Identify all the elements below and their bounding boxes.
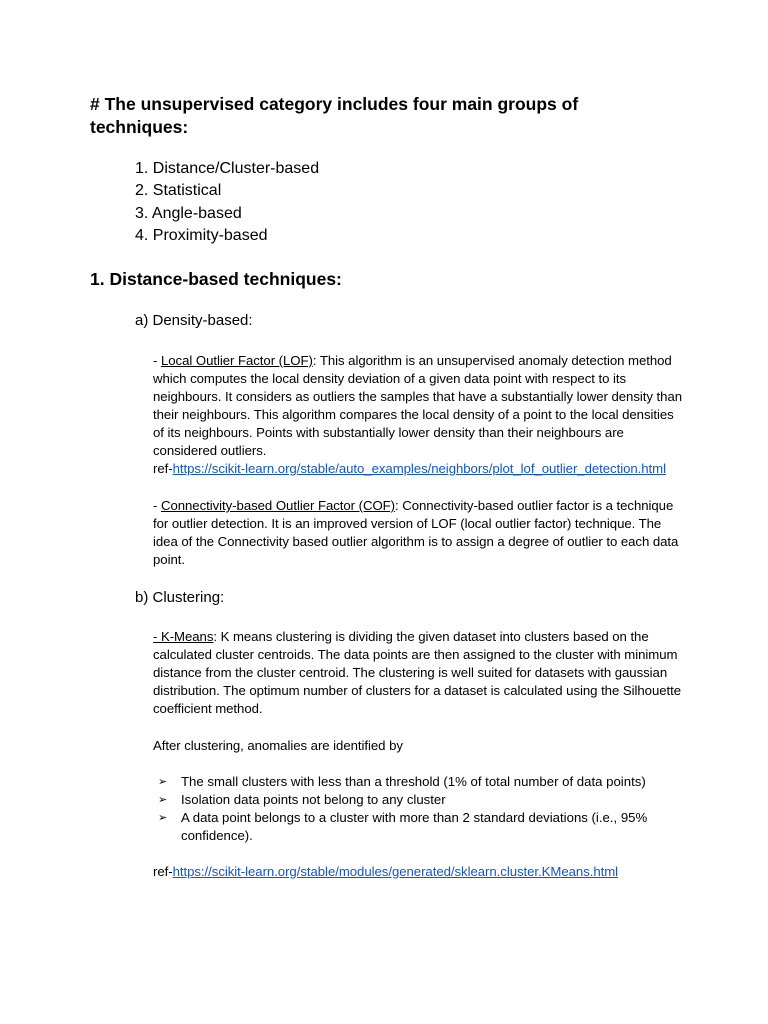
list-item <box>158 773 683 791</box>
lof-term: Local Outlier Factor (LOF) <box>160 353 313 368</box>
list-item <box>158 809 683 845</box>
kmeans-term: - K-Means <box>153 629 214 644</box>
cof-term: Connectivity-based Outlier Factor (COF) <box>160 498 395 513</box>
page-heading: # The unsupervised category includes four main groups of techniques: <box>90 94 579 137</box>
bullet-text: The small clusters with less than a threshold (1% of total number of data points) <box>181 774 646 789</box>
technique-groups-list <box>135 158 319 247</box>
list-item: 4. Proximity-based <box>135 226 268 244</box>
kmeans-ref-line <box>153 863 683 881</box>
bullet-text: Isolation data points not belong to any cluster <box>181 792 446 807</box>
after-clustering-text: After clustering, anomalies are identified by <box>153 738 403 753</box>
bullet-text: A data point belongs to a cluster with more than 2 standard deviations (i.e., 95% confidence). <box>181 810 648 843</box>
lof-description: : This algorithm is an unsupervised anomaly detection method which computes the local density deviation of a given data point with respect to its neighbours. It considers as outliers the samples that have a substantially lower density than their neighbours. This algorithm compares the local density of a point to the local densities of its neighbours. Points with substantially lower density than their neighbours are considered outliers. <box>153 353 683 458</box>
cof-dash: - <box>153 498 161 513</box>
kmeans-ref-prefix: ref- <box>153 864 173 879</box>
lof-paragraph <box>153 352 683 478</box>
lof-ref-prefix: ref- <box>153 461 173 476</box>
list-item <box>158 791 683 809</box>
list-item: 3. Angle-based <box>135 204 242 222</box>
arrow-bullet-icon: ➢ <box>158 776 168 788</box>
cof-paragraph <box>153 497 683 569</box>
subheading-clustering: b) Clustering: <box>135 589 225 606</box>
arrow-bullet-icon: ➢ <box>158 794 168 806</box>
list-item: 1. Distance/Cluster-based <box>135 160 320 177</box>
kmeans-ref-link[interactable]: https://scikit-learn.org/stable/modules/generated/sklearn.cluster.KMeans.html <box>172 864 619 879</box>
anomaly-criteria-list <box>158 773 683 845</box>
subheading-density: a) Density-based: <box>135 312 253 329</box>
kmeans-description: : K means clustering is dividing the given dataset into clusters based on the calculated cluster centroids. The data points are then assigned to the cluster with minimum distance from the cluster centroid. The clustering is well suited for datasets with gaussian distribution. The optimum number of clusters for a dataset is calculated using the Silhouette coefficient method. <box>153 629 682 716</box>
arrow-bullet-icon: ➢ <box>158 812 168 824</box>
cof-description: : Connectivity-based outlier factor is a technique for outlier detection. It is an improved version of LOF (local outlier factor) technique. The idea of the Connectivity based outlier algorithm is to assign a degree of outlier to each data point. <box>153 498 679 567</box>
list-item: 2. Statistical <box>135 182 222 200</box>
lof-dash: - <box>153 353 161 368</box>
lof-ref-link[interactable]: https://scikit-learn.org/stable/auto_examples/neighbors/plot_lof_outlier_detection.html <box>172 461 666 476</box>
section-heading-distance: 1. Distance-based techniques: <box>90 269 342 289</box>
kmeans-paragraph <box>153 628 683 718</box>
